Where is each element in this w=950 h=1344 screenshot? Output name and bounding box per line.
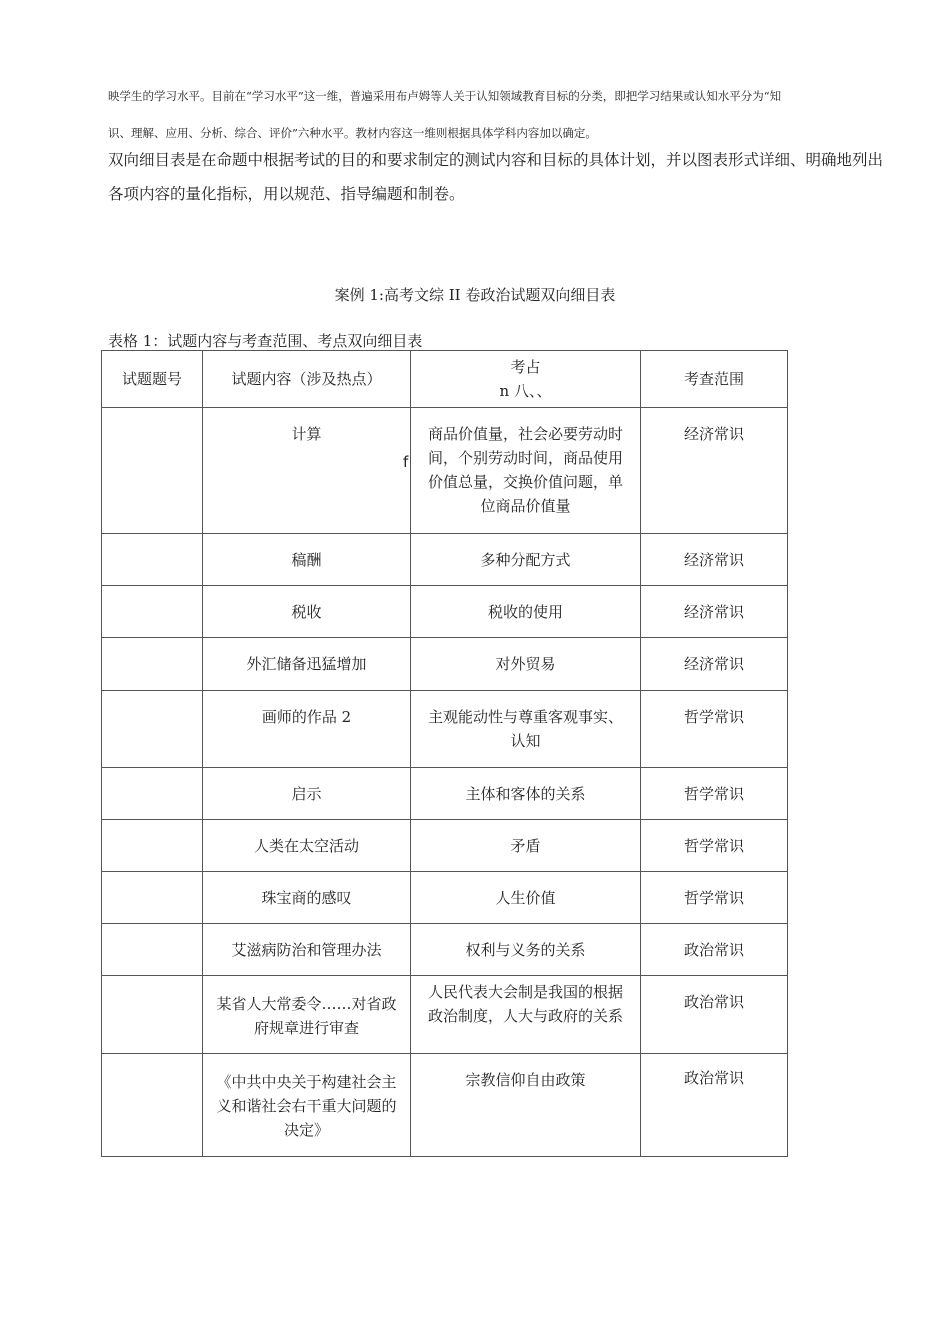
row-point: 主体和客体的关系 <box>411 768 641 820</box>
row-point: 宗教信仰自由政策 <box>411 1054 641 1157</box>
row-scope: 哲学常识 <box>641 820 788 872</box>
definition-paragraph: 双向细目表是在命题中根据考试的目的和要求制定的测试内容和目标的具体计划，并以图表形式详细、明确地列出各项内容的量化指标，用以规范、指导编题和制卷。 <box>108 151 884 203</box>
row-point: 矛盾 <box>411 820 641 872</box>
row-number <box>102 768 203 820</box>
specification-table <box>101 350 788 1157</box>
table-header-row <box>102 351 788 408</box>
table-caption: 表格 1：试题内容与考查范围、考点双向细目表 <box>108 332 423 350</box>
table-row <box>102 638 788 691</box>
table-row <box>102 820 788 872</box>
row-number <box>102 408 203 534</box>
table-row <box>102 768 788 820</box>
table-row <box>102 924 788 976</box>
header-number: 试题题号 <box>102 351 203 408</box>
row-content: 艾滋病防治和管理办法 <box>203 924 411 976</box>
row-scope: 哲学常识 <box>641 691 788 768</box>
table-row <box>102 691 788 768</box>
header-point-line2: n 八、、 <box>499 382 552 400</box>
table-row <box>102 1054 788 1157</box>
header-content: 试题内容（涉及热点） <box>203 351 411 408</box>
row-number <box>102 1054 203 1157</box>
table-row <box>102 408 788 534</box>
row-number <box>102 586 203 638</box>
row-point: 人生价值 <box>411 872 641 924</box>
row-number <box>102 820 203 872</box>
row-content: 画师的作品 2 <box>203 691 411 768</box>
header-point <box>411 351 641 408</box>
row-point: 税收的使用 <box>411 586 641 638</box>
row-point-text: 商品价值量，社会必要劳动时间，个别劳动时间，商品使用价值总量，交换价值问题，单位商品价值量 <box>427 425 623 515</box>
row-number <box>102 691 203 768</box>
row-number <box>102 534 203 586</box>
row-scope: 哲学常识 <box>641 872 788 924</box>
header-scope: 考查范围 <box>641 351 788 408</box>
row-number <box>102 638 203 691</box>
case-title: 案例 1:高考文综 II 卷政治试题双向细目表 <box>334 286 616 304</box>
row-content: 外汇储备迅猛增加 <box>203 638 411 691</box>
row-scope: 政治常识 <box>641 976 788 1054</box>
row-scope: 经济常识 <box>641 534 788 586</box>
table-row <box>102 976 788 1054</box>
row-content: 税收 <box>203 586 411 638</box>
row-number <box>102 976 203 1054</box>
row-scope: 经济常识 <box>641 586 788 638</box>
row-scope: 经济常识 <box>641 408 788 534</box>
row-content: 《中共中央关于构建社会主义和谐社会右干重大问题的决定》 <box>203 1054 411 1157</box>
table-row <box>102 586 788 638</box>
row-point <box>403 408 641 534</box>
row-scope: 经济常识 <box>641 638 788 691</box>
stray-mark: f <box>403 453 409 471</box>
row-point: 对外贸易 <box>411 638 641 691</box>
intro-line-1: 映学生的学习水平。目前在“学习水平”这一维，普遍采用布卢姆等人关于认知领域教育目标的分类，即把学习结果或认知水平分为“知 <box>108 89 782 103</box>
table-row <box>102 534 788 586</box>
row-point: 权利与义务的关系 <box>411 924 641 976</box>
row-scope: 政治常识 <box>641 924 788 976</box>
row-content: 珠宝商的感叹 <box>203 872 411 924</box>
row-content: 某省人大常委令……对省政府规章进行审查 <box>203 976 411 1054</box>
row-content: 启示 <box>203 768 411 820</box>
intro-line-2: 识、理解、应用、分析、综合、评价”六种水平。教材内容这一维则根据具体学科内容加以确定。 <box>108 126 597 140</box>
row-point: 主观能动性与尊重客观事实、认知 <box>411 691 641 768</box>
row-content: 人类在太空活动 <box>203 820 411 872</box>
row-scope: 哲学常识 <box>641 768 788 820</box>
row-scope: 政治常识 <box>641 1054 788 1157</box>
row-number <box>102 924 203 976</box>
row-content: 稿酬 <box>203 534 411 586</box>
row-content: 计算 <box>203 408 411 534</box>
row-number <box>102 872 203 924</box>
row-point: 人民代表大会制是我国的根据政治制度，人大与政府的关系 <box>411 976 641 1054</box>
table-row <box>102 872 788 924</box>
header-point-line1: 考占 <box>510 358 541 376</box>
row-point: 多种分配方式 <box>411 534 641 586</box>
